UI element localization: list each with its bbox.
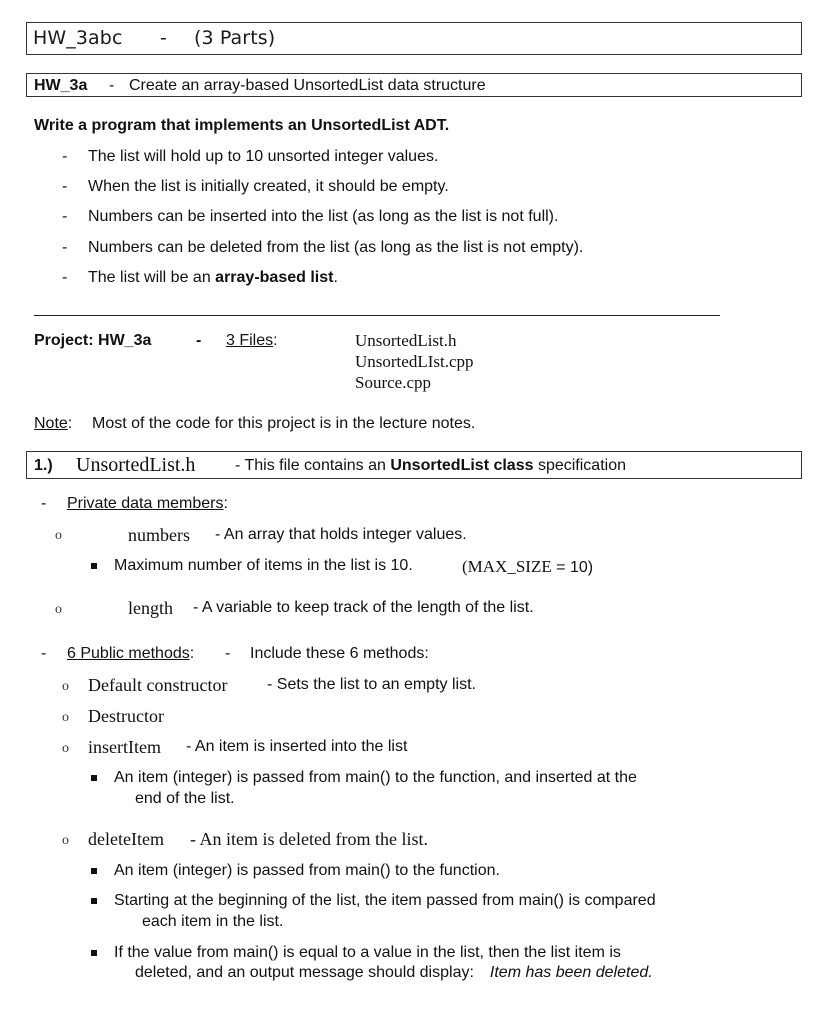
square-bullet — [91, 563, 97, 569]
section-1-desc-prefix: - This file contains an — [235, 457, 391, 474]
delete-message: Item has been deleted. — [489, 964, 653, 981]
project-separator: - — [196, 332, 202, 349]
private-members-dash: - — [41, 495, 47, 512]
circle-bullet: o — [62, 741, 69, 756]
numbers-member-name: numbers — [128, 525, 190, 545]
public-methods-desc: Include these 6 methods: — [250, 645, 429, 662]
intro-heading: Write a program that implements an UnsortedList ADT. — [34, 117, 450, 134]
square-bullet — [91, 950, 97, 956]
delete-detail-2-line1: Starting at the beginning of the list, the item passed from main() is compared — [114, 892, 656, 909]
title-separator: - — [160, 27, 167, 49]
public-methods-colon: : — [189, 645, 195, 662]
length-member-name: length — [128, 598, 173, 618]
public-methods-separator: - — [225, 645, 231, 662]
intro-bullet-last — [88, 269, 338, 287]
circle-bullet: o — [62, 679, 69, 694]
public-methods-label: 6 Public methods — [67, 645, 190, 662]
circle-bullet: o — [62, 710, 69, 725]
project-file: UnsortedLIst.cpp — [355, 352, 474, 371]
circle-bullet: o — [62, 833, 69, 848]
intro-bullet-dash: - — [62, 148, 68, 165]
title-parts: (3 Parts) — [194, 27, 276, 49]
delete-detail-2-line2: each item in the list. — [142, 913, 284, 930]
square-bullet — [91, 868, 97, 874]
numbers-member-desc: - An array that holds integer values. — [215, 526, 467, 543]
section-1-filename: UnsortedList.h — [76, 454, 196, 476]
project-files-colon: : — [273, 332, 278, 349]
intro-bullet: Numbers can be deleted from the list (as long as the list is not empty). — [88, 239, 584, 256]
project-label: Project: HW_3a — [34, 332, 152, 349]
intro-bullet-dash: - — [62, 208, 68, 225]
square-bullet — [91, 898, 97, 904]
private-members-heading — [67, 495, 228, 513]
public-methods-heading — [67, 645, 194, 663]
intro-bullet: When the list is initially created, it should be empty. — [88, 178, 449, 195]
method-delete-desc: - An item is deleted from the list. — [190, 829, 428, 849]
max-size-constant-value: = 10) — [551, 559, 594, 576]
section-a-code: HW_3a — [34, 77, 88, 94]
section-1-desc-suffix: specification — [533, 457, 626, 474]
section-a-separator: - — [109, 77, 115, 94]
section-divider — [34, 315, 720, 316]
method-destructor-name: Destructor — [88, 706, 164, 726]
method-delete-name: deleteItem — [88, 829, 164, 849]
length-member-desc: - A variable to keep track of the length of the list. — [193, 599, 534, 616]
method-constructor-name: Default constructor — [88, 675, 228, 695]
section-1-desc — [235, 457, 626, 475]
method-insert-desc: - An item is inserted into the list — [186, 738, 408, 755]
max-size-constant — [462, 557, 593, 577]
insert-detail-line1: An item (integer) is passed from main() to the function, and inserted at the — [114, 769, 637, 786]
intro-bullet-dash: - — [62, 178, 68, 195]
max-size-sentence: Maximum number of items in the list is 10. — [114, 557, 413, 574]
project-files-label-text: 3 Files — [226, 332, 274, 349]
delete-detail-3-text: deleted, and an output message should display: — [135, 964, 474, 981]
max-size-text — [114, 557, 413, 575]
section-1-desc-bold: UnsortedList class — [390, 457, 534, 474]
intro-bullet-last-prefix: The list will be an — [88, 269, 216, 286]
insert-detail-line2: end of the list. — [135, 790, 235, 807]
note — [34, 415, 72, 433]
intro-bullet-last-suffix: . — [333, 269, 338, 286]
project-file: Source.cpp — [355, 373, 432, 392]
private-members-colon: : — [223, 495, 228, 512]
note-label: Note — [34, 415, 68, 432]
circle-bullet: o — [55, 528, 62, 543]
intro-bullet-dash: - — [62, 239, 68, 256]
intro-bullet: The list will hold up to 10 unsorted integer values. — [88, 148, 439, 165]
square-bullet — [91, 775, 97, 781]
note-colon: : — [67, 415, 73, 432]
circle-bullet: o — [55, 602, 62, 617]
section-a-title: Create an array-based UnsortedList data structure — [129, 77, 486, 94]
section-1-number: 1.) — [34, 457, 53, 474]
title-box — [26, 22, 802, 55]
document-title: HW_3abc — [33, 27, 123, 49]
delete-detail-3-line1: If the value from main() is equal to a value in the list, then the list item is — [114, 944, 621, 961]
note-text: Most of the code for this project is in the lecture notes. — [92, 415, 476, 432]
public-methods-dash: - — [41, 645, 47, 662]
intro-bullet-last-bold: array-based list — [215, 269, 334, 286]
max-size-constant-name: (MAX_SIZE — [462, 557, 552, 576]
method-constructor-desc: - Sets the list to an empty list. — [267, 676, 476, 693]
project-file: UnsortedList.h — [355, 331, 457, 350]
private-members-label: Private data members — [67, 495, 224, 512]
intro-bullet: Numbers can be inserted into the list (as long as the list is not full). — [88, 208, 559, 225]
method-insert-name: insertItem — [88, 737, 161, 757]
delete-detail-3-line2 — [135, 964, 653, 982]
project-files-label — [226, 332, 278, 350]
intro-bullet-dash: - — [62, 269, 68, 286]
delete-detail-1: An item (integer) is passed from main() to the function. — [114, 862, 500, 879]
